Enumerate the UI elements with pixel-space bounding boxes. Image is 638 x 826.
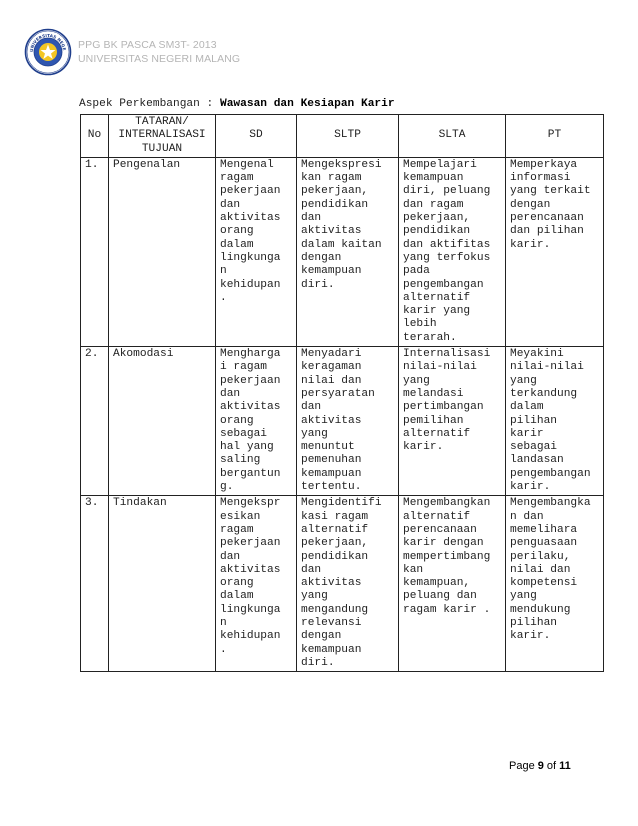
cell-pt: Mengembangka n dan memelihara penguasaan perilaku, nilai dan kompetensi yang mendukung pilihan karir.	[506, 496, 604, 672]
cell-pt: Meyakini nilai-nilai yang terkandung dalam pilihan karir sebagai landasan pengembangan karir.	[506, 347, 604, 496]
table-row	[81, 347, 604, 496]
cell-sd: Mengharga i ragam pekerjaan dan aktivitas orang sebagai hal yang saling bergantun g.	[216, 347, 297, 496]
table-caption	[79, 98, 395, 110]
row-tataran: Akomodasi	[109, 347, 216, 496]
row-tataran: Pengenalan	[109, 157, 216, 346]
page-total: 11	[559, 760, 571, 772]
row-number: 2.	[81, 347, 109, 496]
cell-slta: Mengembangkan alternatif perencanaan karir dengan mempertimbang kan kemampuan, peluang dan ragam karir .	[399, 496, 506, 672]
development-aspect-table	[80, 114, 604, 672]
cell-sltp: Menyadari keragaman nilai dan persyaratan dan aktivitas yang menuntut pemenuhan kemampuan tertentu.	[297, 347, 399, 496]
logo-arc-text: UNIVERSITAS NEGE	[28, 32, 67, 53]
header-sd: SD	[216, 115, 297, 158]
header-no: No	[81, 115, 109, 158]
page-number: 9	[537, 760, 544, 772]
page-footer	[509, 760, 571, 772]
caption-value: Wawasan dan Kesiapan Karir	[220, 98, 395, 110]
cell-sltp: Mengekspresi kan ragam pekerjaan, pendidikan dan aktivitas dalam kaitan dengan kemampuan diri.	[297, 157, 399, 346]
page-word: Page	[509, 760, 538, 772]
header-tataran: TATARAN/ INTERNALISASI TUJUAN	[109, 115, 216, 158]
header-pt: PT	[506, 115, 604, 158]
cell-sd: Mengekspr esikan ragam pekerjaan dan aktivitas orang dalam lingkunga n kehidupan .	[216, 496, 297, 672]
of-word: of	[543, 760, 560, 772]
table-row	[81, 157, 604, 346]
header-program-line: PPG BK PASCA SM3T- 2013	[78, 39, 217, 51]
row-tataran: Tindakan	[109, 496, 216, 672]
header-sltp: SLTP	[297, 115, 399, 158]
cell-sd: Mengenal ragam pekerjaan dan aktivitas orang dalam lingkunga n kehidupan .	[216, 157, 297, 346]
cell-slta: Mempelajari kemampuan diri, peluang dan ragam pekerjaan, pendidikan dan aktifitas yang terfokus pada pengembangan alternatif karir yang lebih terarah.	[399, 157, 506, 346]
table-header-row	[81, 115, 604, 158]
header-slta: SLTA	[399, 115, 506, 158]
table-row	[81, 496, 604, 672]
cell-sltp: Mengidentifi kasi ragam alternatif pekerjaan, pendidikan dan aktivitas yang mengandung relevansi dengan kemampuan diri.	[297, 496, 399, 672]
cell-pt: Memperkaya informasi yang terkait dengan perencanaan dan pilihan karir.	[506, 157, 604, 346]
cell-slta: Internalisasi nilai-nilai yang melandasi pertimbangan pemilihan alternatif karir.	[399, 347, 506, 496]
row-number: 1.	[81, 157, 109, 346]
caption-label: Aspek Perkembangan :	[79, 98, 220, 110]
row-number: 3.	[81, 496, 109, 672]
university-logo-icon	[24, 28, 72, 76]
header-university-line: UNIVERSITAS NEGERI MALANG	[78, 53, 241, 65]
